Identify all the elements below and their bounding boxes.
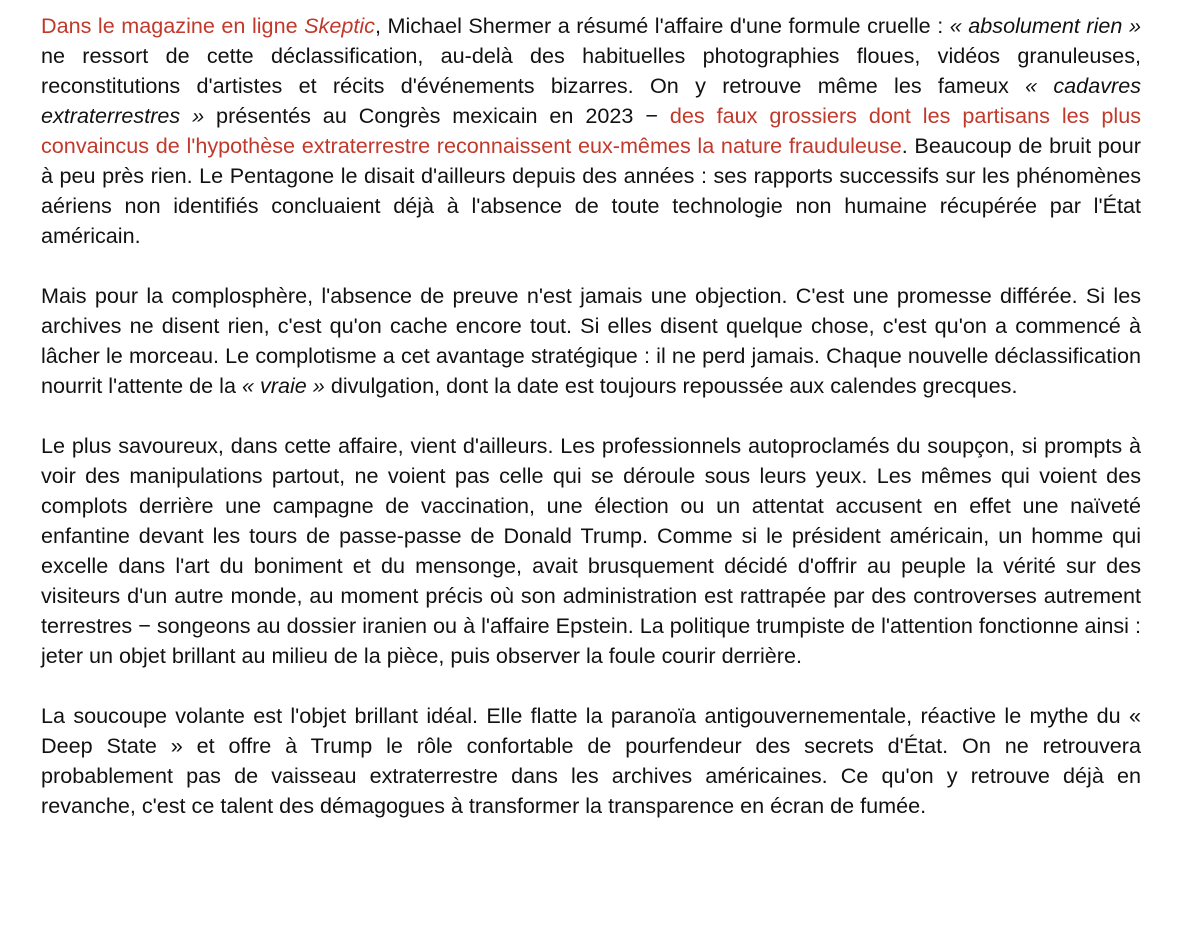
quote-absolument-rien: « absolument rien » bbox=[949, 13, 1141, 38]
skeptic-link-title: Skeptic bbox=[304, 13, 375, 38]
paragraph-2-text-2: divulgation, dont la date est toujours repoussée aux calendes grecques. bbox=[324, 373, 1018, 398]
skeptic-magazine-link[interactable] bbox=[41, 13, 375, 38]
paragraph-1 bbox=[41, 11, 1141, 251]
paragraph-3: Le plus savoureux, dans cette affaire, vient d'ailleurs. Les professionnels autoproclamés du soupçon, si prompts à voir des manipulations partout, ne voient pas celle qui se déroule sous leurs yeux. Les mêmes qui voient des complots derrière une campagne de vaccination, une élection ou un attentat accusent en effet une naïveté enfantine devant les tours de passe-passe de Donald Trump. Comme si le président américain, un homme qui excelle dans l'art du boniment et du mensonge, avait brusquement décidé d'offrir au peuple la vérité sur des visiteurs d'un autre monde, au moment précis où son administration est rattrapée par des controverses autrement terrestres − songeons au dossier iranien ou à l'affaire Epstein. La politique trumpiste de l'attention fonctionne ainsi : jeter un objet brillant au milieu de la pièce, puis observer la foule courir derrière. bbox=[41, 433, 1141, 668]
paragraph-2 bbox=[41, 281, 1141, 401]
paragraph-2-text-1: Mais pour la complosphère, l'absence de preuve n'est jamais une objection. C'est une promesse différée. Si les archives ne disent rien, c'est qu'on cache encore tout. Si elles disent quelque chose, c'est qu'on a commencé à lâcher le morceau. Le complotisme a cet avantage stratégique : il ne perd jamais. Chaque nouvelle déclassification nourrit l'attente de la bbox=[41, 283, 1141, 398]
faux-grossiers-link[interactable]: des faux grossiers dont les partisans les plus convaincus de l'hypothèse extraterrestre reconnaissent eux-mêmes la nature frauduleuse bbox=[41, 103, 1141, 158]
paragraph-1-text-4: . Beaucoup de bruit pour à peu près rien. Le Pentagone le disait d'ailleurs depuis des années : ses rapports successifs sur les phénomènes aériens non identifiés concluaient déjà à l'absence de toute technologie non humaine récupérée par l'État américain. bbox=[41, 133, 1141, 248]
quote-vraie: « vraie » bbox=[242, 373, 325, 398]
paragraph-4: La soucoupe volante est l'objet brillant idéal. Elle flatte la paranoïa antigouvernementale, réactive le mythe du « Deep State » et offre à Trump le rôle confortable de pourfendeur des secrets d'État. On ne retrouvera probablement pas de vaisseau extraterrestre dans les archives américaines. Ce qu'on y retrouve déjà en revanche, c'est ce talent des démagogues à transformer la transparence en écran de fumée. bbox=[41, 703, 1141, 818]
quote-cadavres: « cadavres extraterrestres » bbox=[41, 73, 1141, 128]
paragraph-1-text-1: , Michael Shermer a résumé l'affaire d'une formule cruelle : bbox=[374, 13, 950, 38]
paragraph-1-text-3: présentés au Congrès mexicain en 2023 − bbox=[204, 103, 670, 128]
skeptic-link-text: Dans le magazine en ligne bbox=[41, 13, 305, 38]
paragraph-1-text-2: ne ressort de cette déclassification, au-delà des habituelles photographies floues, vidéos granuleuses, reconstitutions d'artistes et récits d'événements bizarres. On y retrouve même les fameux bbox=[41, 43, 1141, 98]
article-body bbox=[41, 11, 1141, 851]
